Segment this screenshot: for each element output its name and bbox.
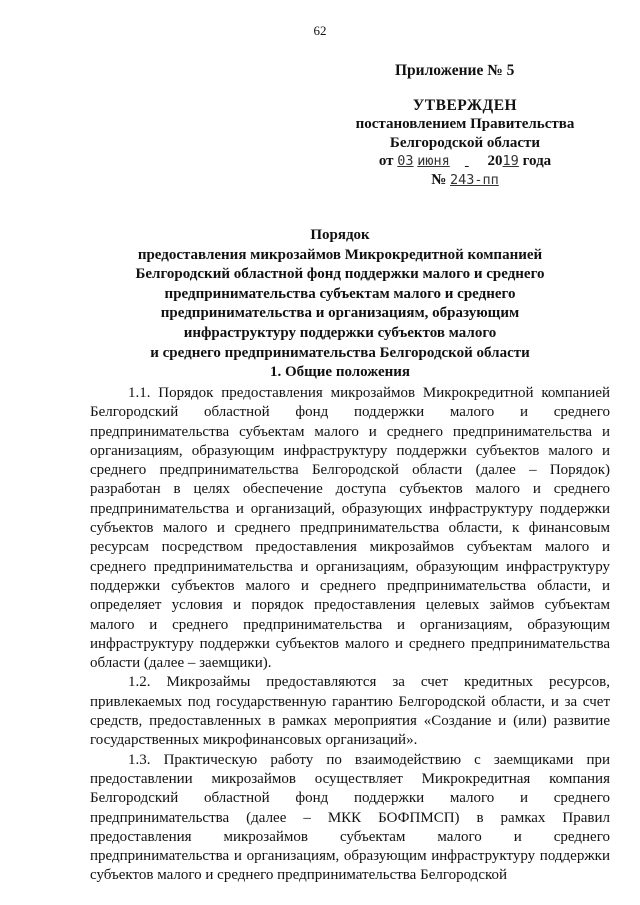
approval-region-line: Белгородской области [389,135,541,151]
date-year-prefix: 20 [487,153,503,169]
date-suffix: года [522,153,552,169]
decree-number: 243-пп [450,172,499,188]
date-year-suffix: 19 [502,153,519,169]
title-line-1: Порядок [310,227,370,243]
approval-number-line [340,172,590,189]
title-line-2: предоставления микрозаймов Микрокредитной компанией [137,246,543,263]
paragraph-1-2: 1.2. Микрозаймы предоставляются за счет кредитных ресурсов, привлекаемых под государственную гарантию Белгородской области, и за счет средств, предоставленных в рамках мероприятия «Создание и (или) развитие государственных микрофинансовых организаций». [90,674,610,749]
number-prefix: № [431,172,447,188]
title-line-5: предпринимательства и организациям, образующим [160,305,520,322]
title-line-3: Белгородский областной фонд поддержки малого и среднего [135,266,545,283]
section-heading: 1. Общие положения [269,364,411,380]
title-line-7: и среднего предпринимательства Белгородской области [150,344,530,361]
approval-decree-line: постановлением Правительства [355,116,575,132]
title-line-6: инфраструктуру поддержки субъектов малого [183,324,497,341]
title-line-4: предпринимательства субъектам малого и среднего [164,285,516,302]
appendix-label: Приложение № 5 [395,62,515,79]
date-day: 03 [397,153,414,169]
section-body [90,384,610,886]
date-month: июня [417,153,450,169]
approval-heading: УТВЕРЖДЕН [412,97,518,114]
page-number: 62 [313,23,327,38]
document-title [60,226,620,363]
approval-date-line [340,153,590,170]
date-blank [450,153,484,170]
date-prefix: от [378,153,394,169]
paragraph-1-3: 1.3. Практическую работу по взаимодействию с заемщиками при предоставлении микрозаймов осуществляет Микрокредитная компания Белгородский областной фонд поддержки малого и среднего предпринимательства (далее – МКК БОФПМСП) в рамках Правил предоставления микрозаймов субъектам малого и среднего предпринимательства и организациям, образующим инфраструктуру поддержки субъектов малого и среднего предпринимательства Белгородской [90,751,610,884]
paragraph-1-1: 1.1. Порядок предоставления микрозаймов Микрокредитной компанией Белгородский областной фонд поддержки малого и среднего предпринимательства субъектам малого и среднего предпринимательства и организациям, образующим инфраструктуру поддержки субъектов малого и среднего предпринимательства Белгородской области (далее – Порядок) разработан в целях обеспечение доступа субъектов малого и среднего предпринимательства и организаций, образующих инфраструктуру поддержки субъектов малого и среднего предпринимательства области, к финансовым ресурсам посредством предоставления микрозаймов субъектам малого и среднего предпринимательства и организациям, образующим инфраструктуру поддержки субъектов малого и среднего предпринимательства области, и определяет условия и порядок предоставления целевых займов субъектам малого и среднего предпринимательства и организациям, образующим инфраструктуру поддержки субъектов малого и среднего предпринимательства области (далее – заемщики). [90,385,610,672]
